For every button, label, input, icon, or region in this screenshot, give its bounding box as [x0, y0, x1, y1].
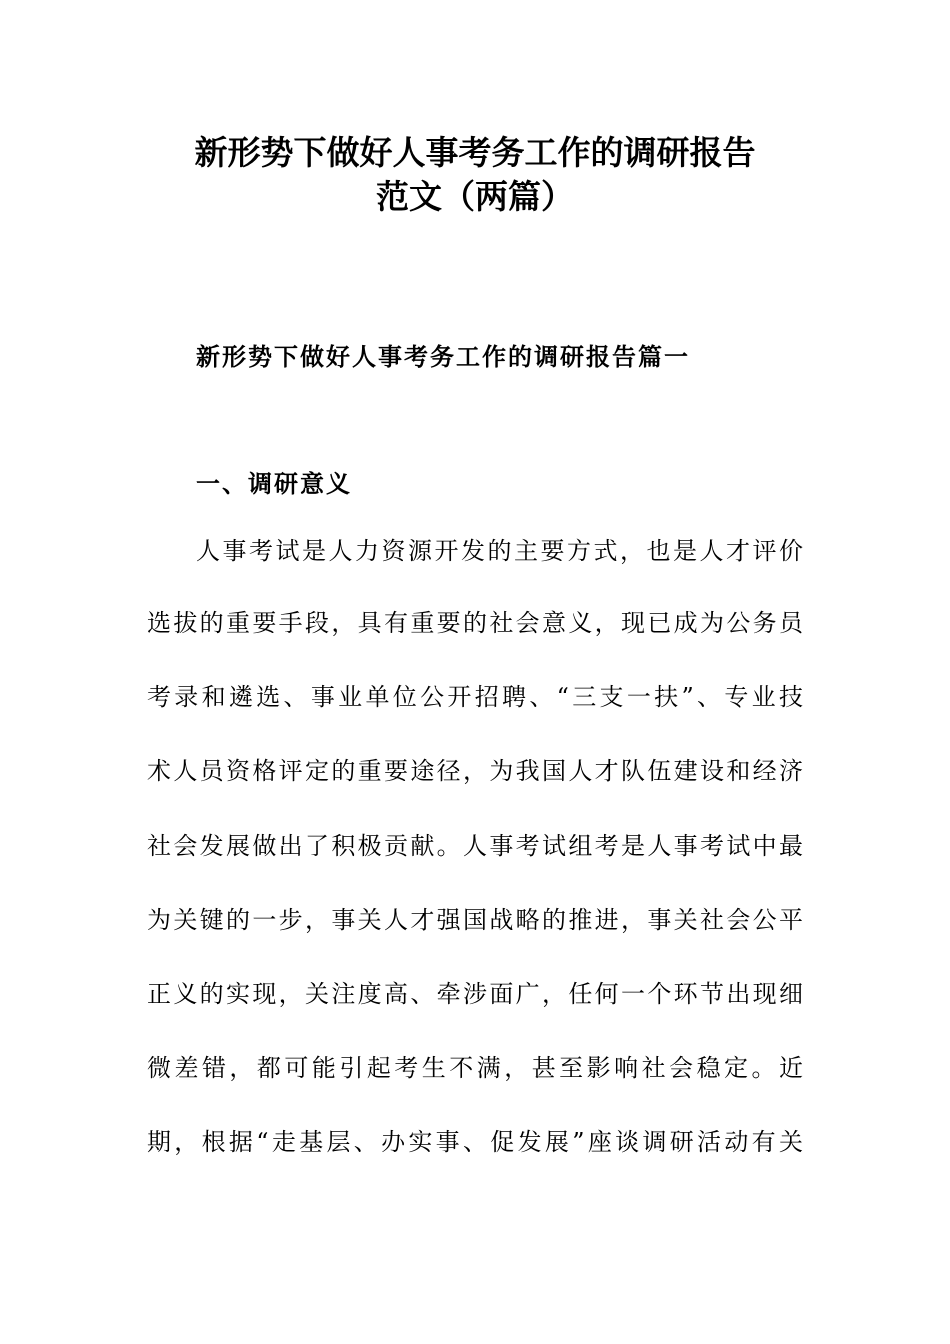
paragraph-line-2: 选拔的重要手段，具有重要的社会意义，现已成为公务员	[147, 609, 803, 637]
paragraph-line-3: 考录和遴选、事业单位公开招聘、“三支一扶”、专业技	[147, 683, 803, 711]
paragraph-line-5: 社会发展做出了积极贡献。人事考试组考是人事考试中最	[147, 832, 803, 860]
paragraph-line-7: 正义的实现，关注度高、牵涉面广，任何一个环节出现细	[147, 980, 803, 1008]
document-title-line-2: 范文（两篇）	[376, 177, 574, 216]
paragraph-line-8: 微差错，都可能引起考生不满，甚至影响社会稳定。近	[147, 1054, 803, 1082]
subsection-heading: 一、调研意义	[196, 470, 352, 498]
document-title-line-1: 新形势下做好人事考务工作的调研报告	[194, 133, 756, 172]
paragraph-line-1: 人事考试是人力资源开发的主要方式，也是人才评价	[196, 537, 803, 565]
paragraph-line-6: 为关键的一步，事关人才强国战略的推进，事关社会公平	[147, 906, 803, 934]
paragraph-line-9: 期，根据“走基层、办实事、促发展”座谈调研活动有关	[147, 1128, 803, 1156]
section-heading: 新形势下做好人事考务工作的调研报告篇一	[196, 343, 690, 371]
paragraph-line-4: 术人员资格评定的重要途径，为我国人才队伍建设和经济	[147, 757, 803, 785]
